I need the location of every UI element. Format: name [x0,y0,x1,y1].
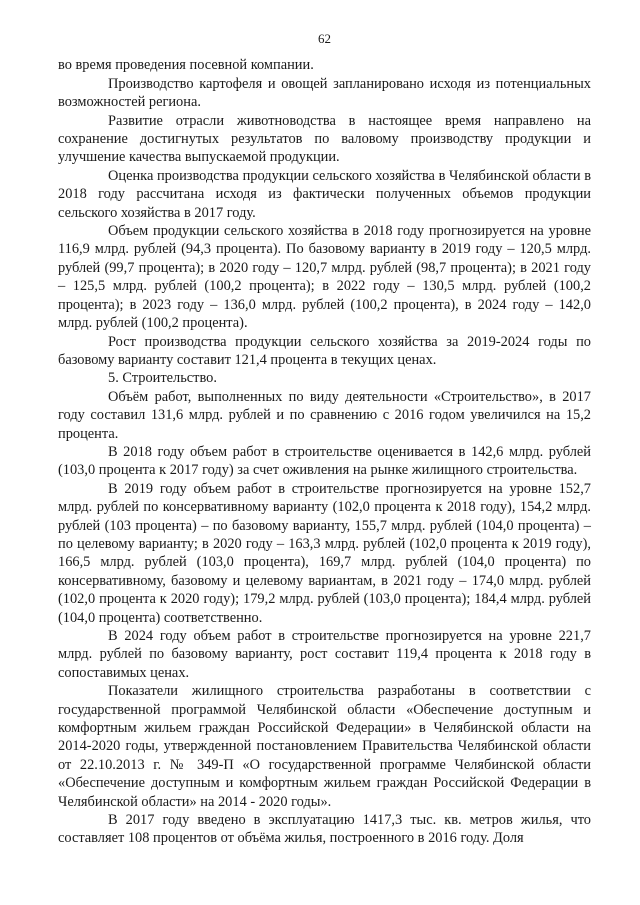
paragraph-5: Объем продукции сельского хозяйства в 2018 году прогнозируется на уровне 116,9 млрд. рублей (94,3 процента). По базовому варианту в 2019 году – 120,5 млрд. рублей (99,7 процента); в 2020 году – 120,7 млрд. рублей (98,7 процента); в 2021 году – 125,5 млрд. рублей (100,2 процента); в 2022 году – 130,5 млрд. рублей (100,2 процента); в 2023 году – 136,0 млрд. рублей (100,2 процента), в 2024 году – 142,0 млрд. рублей (100,2 процента). [58,223,591,332]
section-heading: 5. Строительство. [108,370,217,387]
paragraph-2: Производство картофеля и овощей запланировано исходя из потенциальных возможностей региона. [58,75,591,111]
paragraph-8: Объём работ, выполненных по виду деятельности «Строительство», в 2017 году составил 131,6 млрд. рублей и по сравнению с 2016 годом увеличился на 15,2 процента. [58,388,591,442]
paragraph-10: В 2019 году объем работ в строительстве прогнозируется на уровне 152,7 млрд. рублей по консервативному варианту (102,0 процента к 2018 году), 154,2 млрд. рублей (103 процента) – по базовому варианту, 155,7 млрд. рублей (104,0 процента) – по целевому варианту; в 2020 году – 163,3 млрд. рублей (102,0 процента к 2019 году), 166,5 млрд. рублей (103,0 процента), 169,7 млрд. рублей (104,0 процента) по консервативному, базовому и целевому вариантам, в 2021 году – 174,0 млрд. рублей (102,0 процента к 2020 году); 179,2 млрд. рублей (103,0 процента); 184,4 млрд. рублей (104,0 процента) соответственно. [58,480,591,626]
paragraph-1: во время проведения посевной компании. [58,57,314,74]
page-number: 62 [318,31,331,46]
paragraph-3: Развитие отрасли животноводства в настоящее время направлено на сохранение достигнутых результатов по валовому производству продукции и улучшение качества выпускаемой продукции. [58,112,591,166]
document-page [58,30,591,848]
paragraph-6: Рост производства продукции сельского хозяйства за 2019-2024 годы по базовому варианту составит 121,4 процента в текущих ценах. [58,333,591,368]
paragraph-13: В 2017 году введено в эксплуатацию 1417,3 тыс. кв. метров жилья, что составляет 108 процентов от объёма жилья, построенного в 2016 году. Доля [58,812,591,847]
paragraph-11: В 2024 году объем работ в строительстве прогнозируется на уровне 221,7 млрд. рублей по базовому варианту, рост составит 119,4 процента к 2018 году в сопоставимых ценах. [58,628,591,681]
paragraph-9: В 2018 году объем работ в строительстве оценивается в 142,6 млрд. рублей (103,0 процента к 2017 году) за счет оживления на рынке жилищного строительства. [58,443,591,479]
paragraph-4: Оценка производства продукции сельского хозяйства в Челябинской области в 2018 году рассчитана исходя из фактически полученных объемов продукции сельского хозяйства в 2017 году. [58,167,591,221]
paragraph-12: Показатели жилищного строительства разработаны в соответствии с государственной программой Челябинской области «Обеспечение доступным и комфортным жильем граждан Российской Федерации» в Челябинской области на 2014-2020 годы, утвержденной постановлением Правительства Челябинской области от 22.10.2013 г. № 349-П «О государственной программе Челябинской области «Обеспечение доступным и комфортным жильем граждан Российской Федерации в Челябинской области» на 2014 - 2020 годы». [58,683,591,810]
